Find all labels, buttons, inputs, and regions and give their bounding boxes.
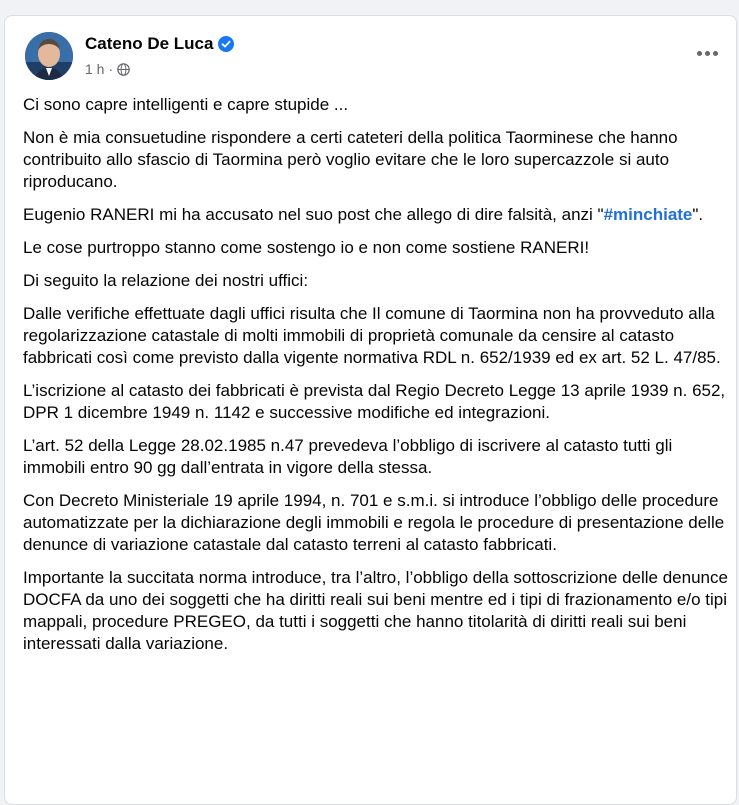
verified-badge-icon — [218, 36, 234, 52]
avatar[interactable] — [25, 32, 73, 80]
globe-icon[interactable] — [117, 63, 130, 76]
post-paragraph: Importante la succitata norma introduce, tra l’altro, l’obbligo della sottoscrizione delle denunce DOCFA da uno dei soggetti che ha diritti reali sui beni mentre ed i tipi di frazionamento e/o tipi mappali, procedure PREGEO, da tutti i soggetti che hanno titolarità di diritti reali sui beni interessati dalla variazione. — [23, 568, 728, 653]
paragraph-text: Eugenio RANERI mi ha accusato nel suo post che allego di dire falsità, anzi " — [23, 205, 604, 224]
post-timestamp[interactable]: 1 h — [85, 61, 105, 77]
post-paragraph: Di seguito la relazione dei nostri uffici: — [23, 271, 309, 290]
post-meta — [85, 61, 130, 77]
author-name-row[interactable] — [85, 34, 234, 54]
post-paragraph-with-hashtag — [23, 204, 733, 226]
post-body — [23, 94, 733, 666]
hashtag-link[interactable]: #minchiate — [603, 205, 693, 224]
paragraph-text: ". — [692, 205, 704, 224]
post-paragraph: Non è mia consuetudine rispondere a certi cateteri della politica Taorminese che hanno contribuito allo sfascio di Taormina però voglio evitare che le loro supercazzole si auto riproducano. — [23, 128, 678, 191]
post-paragraph: L’iscrizione al catasto dei fabbricati è prevista dal Regio Decreto Legge 13 aprile 1939 n. 652, DPR 1 dicembre 1949 n. 1142 e successive modifiche ed integrazioni. — [23, 381, 726, 422]
post-card — [4, 15, 737, 805]
post-paragraph: Dalle verifiche effettuate dagli uffici risulta che Il comune di Taormina non ha provveduto alla regolarizzazione catastale di molti immobili di proprietà comunale da censire al catasto fabbricati così come previsto dalla vigente normativa RDL n. 652/1939 ed ex art. 52 L. 47/85. — [23, 304, 721, 367]
post-paragraph: L’art. 52 della Legge 28.02.1985 n.47 prevedeva l’obbligo di iscrivere al catasto tutti gli immobili entro 90 gg dall’entrata in vigore della stessa. — [23, 436, 673, 477]
avatar-image — [25, 32, 73, 80]
more-options-icon — [697, 51, 702, 56]
post-paragraph: Con Decreto Ministeriale 19 aprile 1994, n. 701 e s.m.i. si introduce l’obbligo delle procedure automatizzate per la dichiarazione degli immobili e regola le procedure di presentazione delle denunce di variazione catastale dal catasto terreni al catasto fabbricati. — [23, 491, 725, 554]
post-paragraph: Ci sono capre intelligenti e capre stupide ... — [23, 95, 349, 114]
more-options-button[interactable] — [690, 42, 724, 64]
author-name[interactable]: Cateno De Luca — [85, 34, 214, 53]
post-paragraph: Le cose purtroppo stanno come sostengo io e non come sostiene RANERI! — [23, 238, 590, 257]
meta-separator: · — [108, 61, 114, 77]
